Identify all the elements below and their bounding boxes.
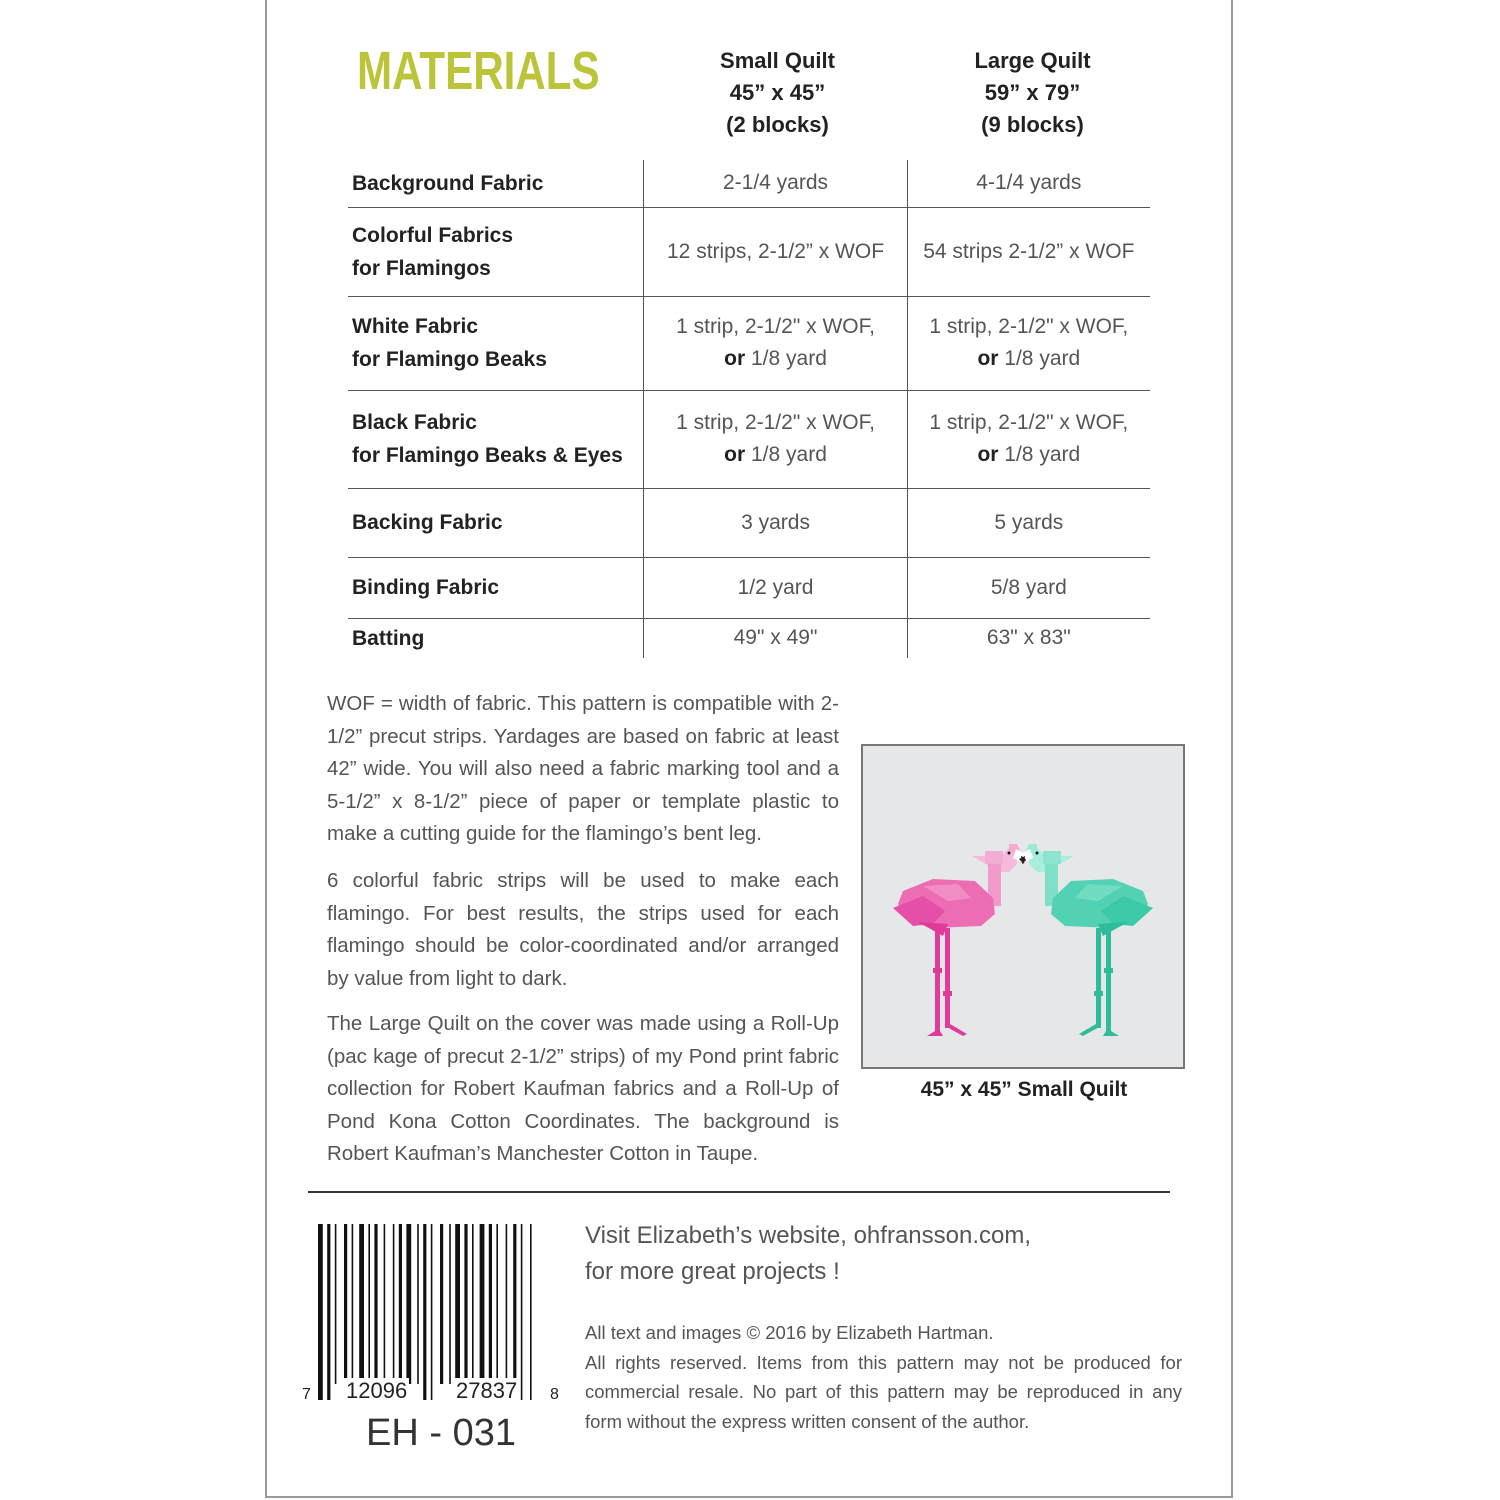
- large-value: [907, 160, 1150, 207]
- large-value: [907, 488, 1150, 557]
- small-value: [644, 160, 907, 207]
- barcode-bar: [344, 1224, 347, 1384]
- table-row: [348, 557, 1150, 618]
- large-quilt-header: [920, 45, 1145, 141]
- pattern-code: EH - 031: [366, 1412, 516, 1454]
- website-line: for more great projects !: [585, 1258, 840, 1285]
- barcode-bar: [480, 1224, 485, 1384]
- small-value-line: 1 strip, 2-1/2" x WOF,: [676, 411, 875, 434]
- barcode-bar: [384, 1224, 386, 1384]
- barcode-bar: [352, 1224, 354, 1384]
- small-value-line: 1/2 yard: [737, 575, 814, 599]
- barcode-bar: [496, 1224, 498, 1384]
- row-label-line: Background Fabric: [352, 171, 544, 195]
- barcode-bar: [455, 1224, 460, 1384]
- barcode-digit: 8: [550, 1386, 559, 1403]
- small-value-line: 3 yards: [741, 510, 810, 534]
- barcode-group: 27837: [456, 1378, 518, 1403]
- or-word: or: [977, 347, 999, 370]
- small-quilt-blocks: (2 blocks): [726, 112, 829, 137]
- barcode-bar: [423, 1224, 426, 1400]
- large-value-line: 63" x 83": [986, 626, 1071, 650]
- website-line: Visit Elizabeth’s website, ohfransson.com,: [585, 1222, 1032, 1249]
- barcode-digit: 7: [302, 1386, 311, 1403]
- small-value: [644, 488, 907, 557]
- barcode-bar: [449, 1224, 451, 1384]
- small-value-line: 12 strips, 2-1/2” x WOF: [667, 239, 885, 263]
- small-value: [644, 618, 907, 658]
- large-value-line: 5/8 yard: [990, 575, 1067, 599]
- table-row: [348, 296, 1150, 390]
- large-quilt-blocks: (9 blocks): [981, 112, 1084, 137]
- teal-flamingo: [1019, 844, 1153, 1036]
- small-value-line: 1 strip, 2-1/2" x WOF,: [676, 315, 875, 338]
- barcode-bar: [393, 1224, 395, 1384]
- small-value: [644, 296, 907, 390]
- small-quilt-header: [665, 45, 890, 141]
- row-label-line: for Flamingo Beaks: [352, 348, 547, 371]
- large-value: [907, 557, 1150, 618]
- barcode-bar: [506, 1224, 508, 1384]
- wof-note-paragraph: WOF = width of fabric. This pattern is compatible with 2-1/2” precut strips. Yardages are based on fabric at least 42” wide. You will also need a fabric marking tool and a 5-1/2” x 8-1/2” piece of paper or template plastic to make a cutting guide for the flamingo’s bent leg.: [327, 692, 839, 845]
- barcode-bar: [318, 1224, 323, 1400]
- flamingo-pair-image: [863, 746, 1183, 1067]
- barcode-bar: [530, 1224, 532, 1400]
- barcode-bar: [359, 1224, 364, 1384]
- barcode-bar: [417, 1224, 419, 1384]
- large-value-line: 1 strip, 2-1/2" x WOF,: [929, 315, 1129, 338]
- row-label: [348, 618, 644, 658]
- barcode-bar: [489, 1224, 492, 1384]
- large-value: [907, 390, 1150, 488]
- small-value: [644, 207, 907, 296]
- small-value-line: 49" x 49": [733, 626, 818, 650]
- copyright-line: All text and images © 2016 by Elizabeth Hartman.: [585, 1322, 994, 1343]
- barcode-numbers: [300, 1378, 570, 1408]
- row-label-line: Backing Fabric: [352, 511, 503, 534]
- row-label-line: White Fabric: [352, 315, 479, 338]
- row-label-line: Batting: [352, 626, 425, 650]
- materials-heading: MATERIALS: [357, 41, 600, 101]
- materials-table: [348, 160, 1150, 658]
- row-label: [348, 160, 644, 207]
- barcode-bar: [464, 1224, 467, 1384]
- barcode-bar: [513, 1224, 516, 1384]
- large-value-line: 4-1/4 yards: [976, 171, 1082, 195]
- row-label: [348, 488, 644, 557]
- or-word: or: [724, 347, 746, 370]
- large-value-line: [908, 439, 1150, 471]
- large-value-line: 5 yards: [994, 510, 1064, 534]
- table-row: [348, 207, 1150, 296]
- copyright-notice: [585, 1318, 1182, 1436]
- small-quilt-illustration: [861, 744, 1185, 1069]
- barcode-bar: [327, 1224, 330, 1400]
- barcode-group: 12096: [346, 1378, 408, 1403]
- quilt-caption: 45” x 45” Small Quilt: [920, 1078, 1128, 1101]
- table-row: [348, 488, 1150, 557]
- barcode-bar: [521, 1224, 523, 1400]
- alt-amount: 1/8 yard: [751, 347, 827, 370]
- barcode-bar: [431, 1224, 433, 1400]
- small-value-line: 2-1/4 yards: [722, 171, 829, 195]
- row-label-line: for Flamingos: [352, 256, 491, 280]
- barcode-bar: [440, 1224, 443, 1384]
- rights-text: All rights reserved. Items from this pattern may not be produced for commercial resale. No part of this pattern may be reproduced in any form without the express written consent of the author.: [585, 1351, 1182, 1432]
- large-value-line: 54 strips 2-1/2” x WOF: [923, 239, 1135, 263]
- large-quilt-size: 59” x 79”: [984, 80, 1081, 105]
- row-label-line: Colorful Fabrics: [352, 223, 514, 247]
- barcode-bar: [374, 1224, 377, 1384]
- alt-amount: 1/8 yard: [1004, 443, 1081, 466]
- alt-amount: 1/8 yard: [751, 443, 827, 466]
- table-row: [348, 390, 1150, 488]
- row-label: [348, 207, 644, 296]
- row-label: [348, 390, 644, 488]
- large-value: [907, 207, 1150, 296]
- divider: [308, 1191, 1170, 1193]
- barcode-bar: [335, 1224, 337, 1384]
- table-row: [348, 160, 1150, 207]
- or-word: or: [724, 443, 746, 466]
- pink-flamingo: [893, 844, 1027, 1036]
- barcode-bar: [399, 1224, 402, 1384]
- large-value-line: 1 strip, 2-1/2" x WOF,: [929, 411, 1129, 434]
- table-row: [348, 618, 1150, 658]
- website-note: [585, 1218, 1031, 1290]
- small-value-line: [644, 343, 906, 375]
- row-label-line: Black Fabric: [352, 411, 477, 434]
- large-value-line: [908, 343, 1150, 375]
- barcode-bar: [368, 1224, 370, 1384]
- barcode-bar: [406, 1224, 411, 1384]
- row-label: [348, 296, 644, 390]
- small-value: [644, 557, 907, 618]
- large-quilt-fabric-paragraph: The Large Quilt on the cover was made using a Roll-Up (pac kage of precut 2-1/2” strips) of my Pond print fabric collection for Robert Kaufman fabrics and a Roll-Up of Pond Kona Cotton Coordinates. The background is Robert Kaufman’s Manchester Cotton in Taupe.: [327, 1012, 839, 1165]
- large-quilt-name: Large Quilt: [974, 48, 1091, 73]
- small-quilt-size: 45” x 45”: [729, 80, 826, 105]
- small-value: [644, 390, 907, 488]
- large-value: [907, 296, 1150, 390]
- row-label-line: for Flamingo Beaks & Eyes: [352, 444, 623, 467]
- small-value-line: [644, 439, 906, 471]
- large-value: [907, 618, 1150, 658]
- row-label: [348, 557, 644, 618]
- or-word: or: [977, 443, 999, 466]
- alt-amount: 1/8 yard: [1004, 347, 1081, 370]
- small-quilt-name: Small Quilt: [720, 48, 835, 73]
- row-label-line: Binding Fabric: [352, 576, 499, 599]
- barcode-bar: [472, 1224, 474, 1384]
- colorful-strips-paragraph: 6 colorful fabric strips will be used to make each flamingo. For best results, the strips used for each flamingo should be color-coordinated and/or arranged by value from light to dark.: [327, 869, 839, 990]
